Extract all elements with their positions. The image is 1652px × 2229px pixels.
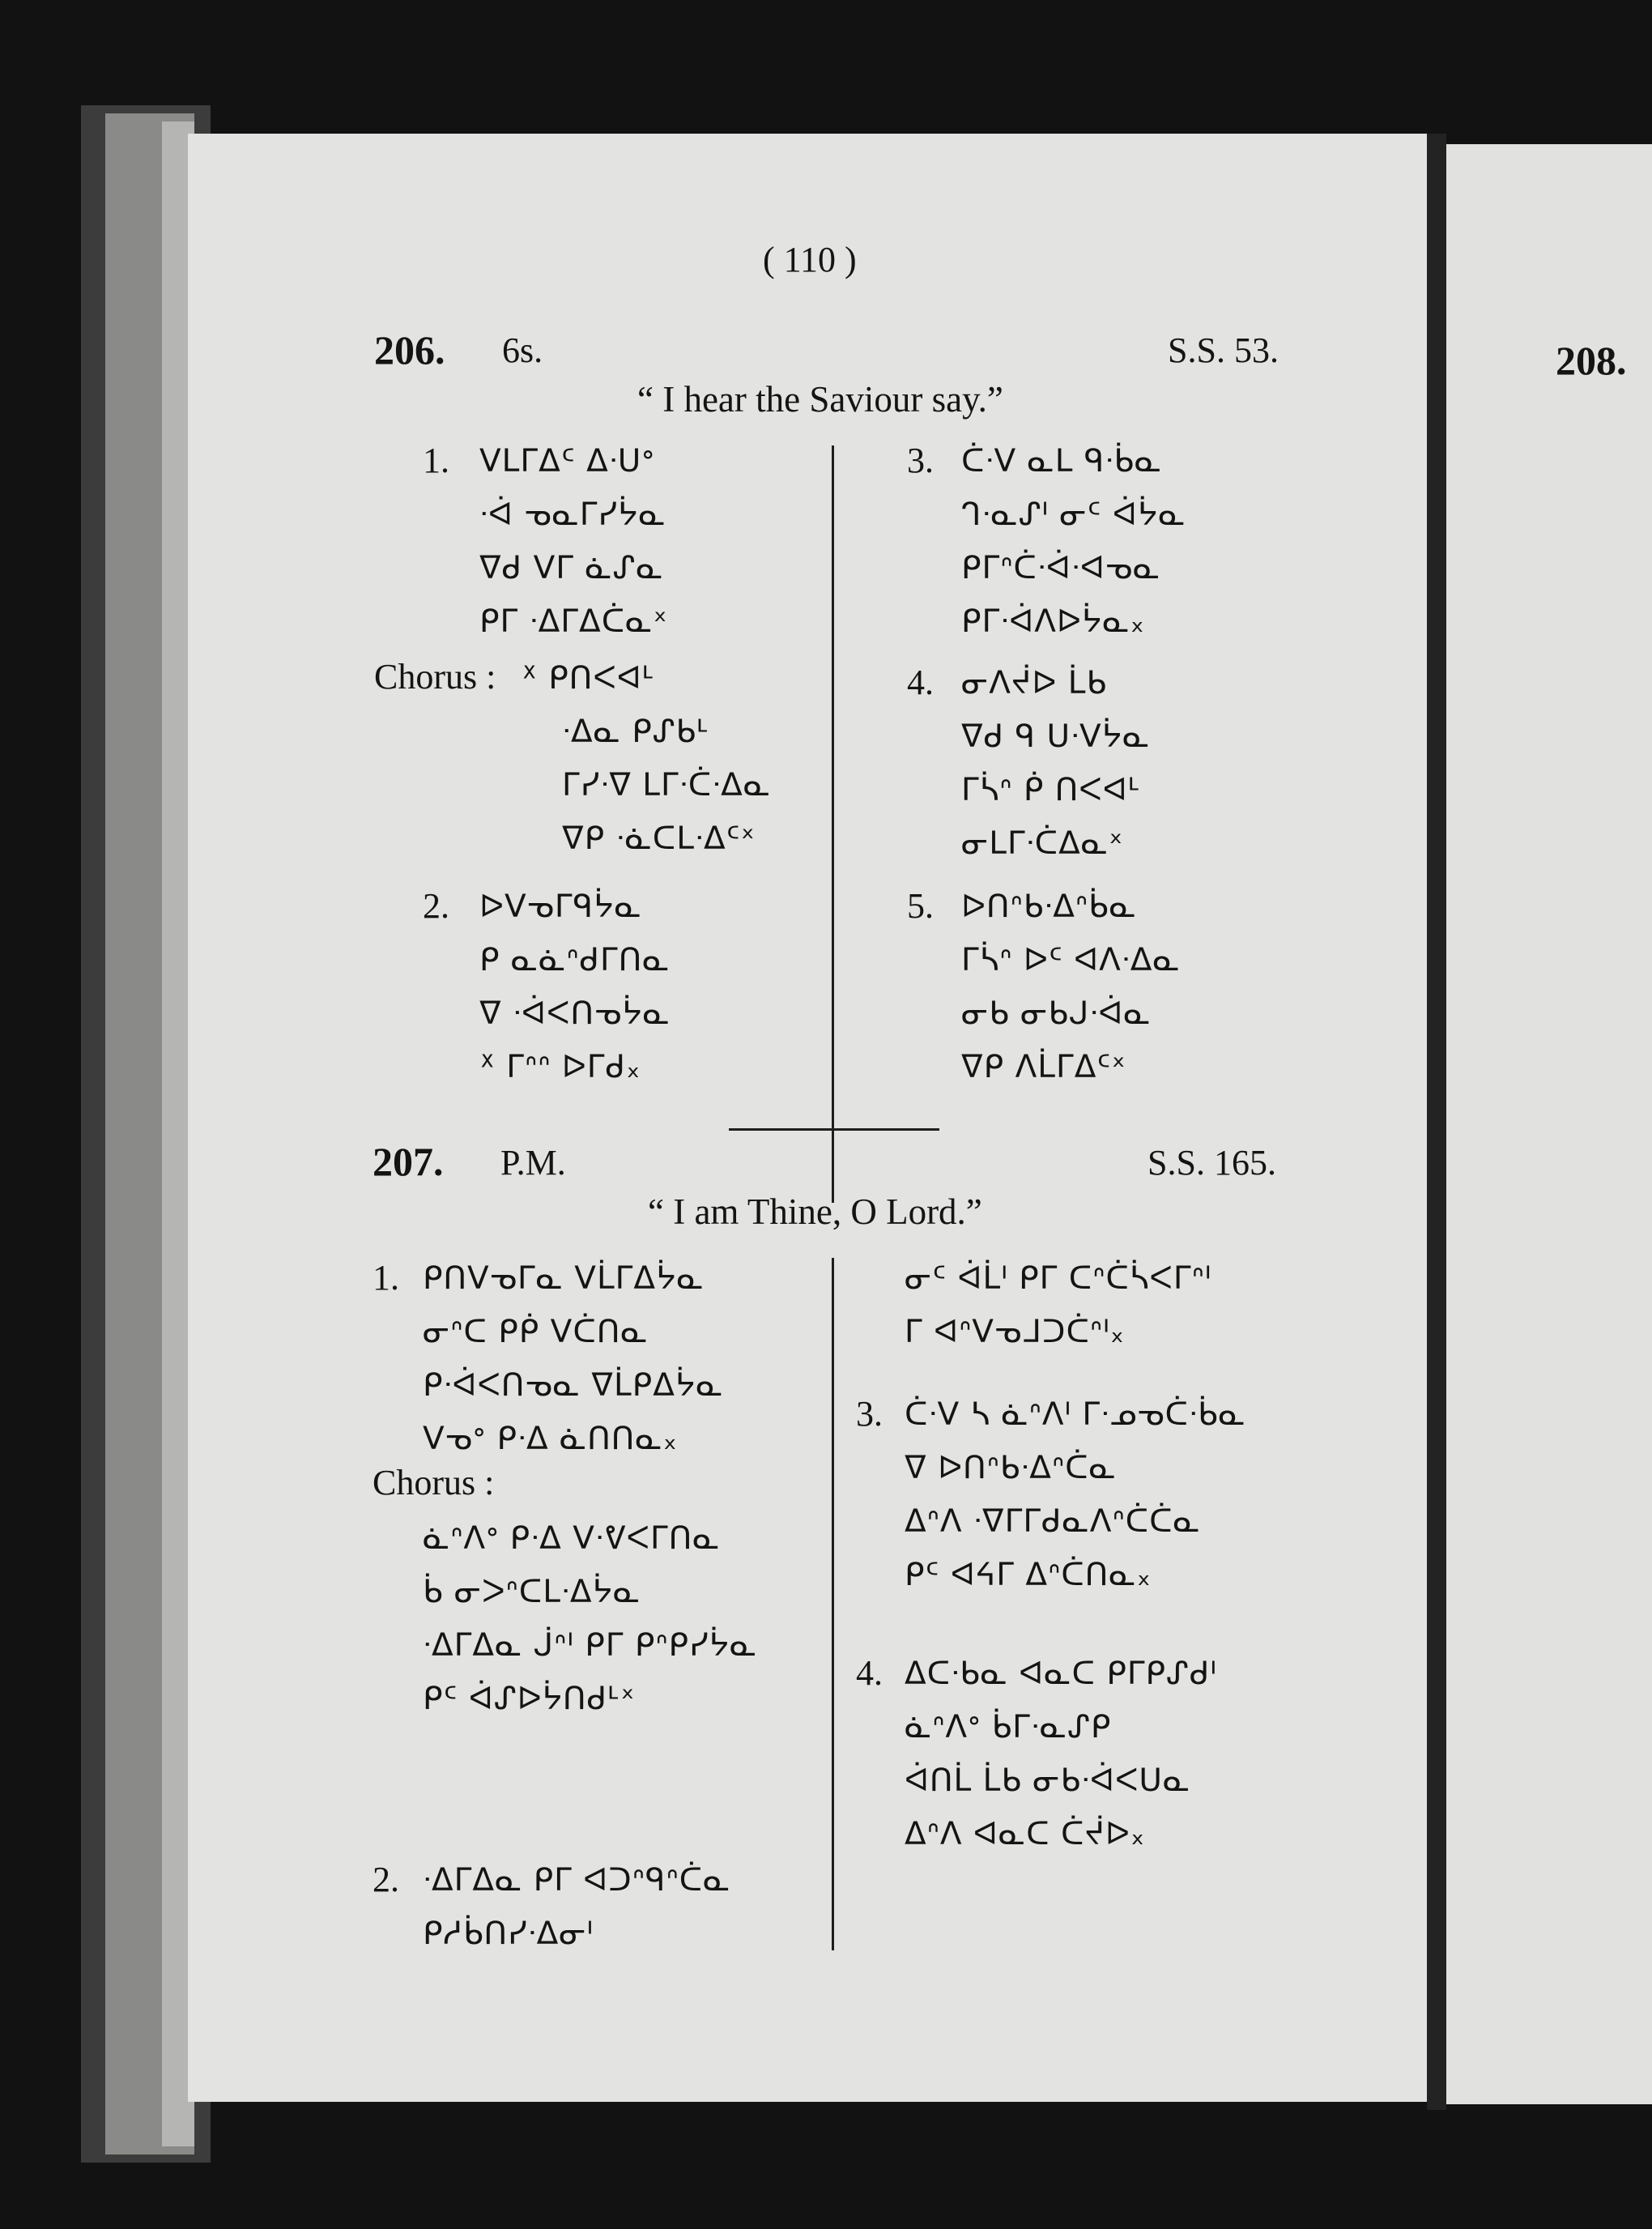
verse-line: ᐧᐃᓇ ᑭᔑᑲᒻ (562, 714, 710, 750)
book-page-left (188, 134, 1427, 2102)
hymn-207-verse-4 (905, 1647, 1217, 1861)
hymn-206-verse-3 (961, 435, 1186, 649)
column-divider (832, 1258, 834, 1950)
verse-number: 5. (907, 886, 934, 926)
verse-line: ᐧᐃᒥᐃᓇ ᑭᒥ ᐊᑐᐢᑫᐢᑖᓇ (423, 1862, 731, 1899)
hymn-207-verse-2 (423, 1854, 730, 1961)
verse-line: ᐁᑯ ᐯᒥ ᓈᔑᓇ (479, 550, 664, 586)
verse-line: ᕽ ᑭᑎᐸᐊᒻ (522, 660, 655, 697)
verse-number: 1. (423, 441, 449, 480)
verse-line: ᒥᓵᐢ ᑮ ᑎᐸᐊᒻ (961, 772, 1141, 808)
verse-number: 2. (423, 886, 449, 926)
hymn-207-chorus (423, 1512, 757, 1726)
verse-line: ᓂᑲ ᓂᑲᒍᐧᐋᓇ (961, 995, 1152, 1032)
verse-line: ᓂᒪᒥᐧᑖᐃᓇˣ (961, 825, 1124, 862)
verse-number: 3. (856, 1394, 883, 1434)
hymn-207-number: 207. (373, 1139, 444, 1184)
verse-line: ᒥᓯᐧᐁ ᒪᒥᐧᑖᐧᐃᓇ (562, 767, 772, 803)
verse-line: ᓂᑦ ᐋᒫᑊ ᑭᒥ ᑕᐢᑖᓵᐸᒥᐢᑊ (905, 1260, 1212, 1297)
verse-line: ᑭᑦ ᐋᔑᐅᔮᑎᑯᒻˣ (423, 1681, 636, 1717)
verse-line: ᒥᓵᐢ ᐅᑦ ᐊᐱᐧᐃᓇ (961, 942, 1181, 978)
chorus-label: Chorus : (373, 1463, 495, 1502)
verse-line: ᓂᐱᔫᐅ ᒫᑲ (961, 665, 1107, 701)
hymn-206-title: “ I hear the Saviour say.” (637, 379, 1003, 420)
verse-line: ᑭᑎᐯᓀᒥᓇ ᐯᒫᒥᐃᔮᓇ (423, 1260, 705, 1297)
verse-line: ᐧᐋ ᓀᓇᒥᓯᔮᓇ (479, 497, 666, 533)
hymn-206-ref: S.S. 53. (1168, 330, 1279, 370)
verse-line: ᐅᐯᓀᒥᑫᔮᓇ (479, 889, 642, 925)
gutter (1427, 134, 1446, 2110)
next-hymn-number: 208. (1556, 338, 1627, 383)
verse-line: ᐯᒪᒥᐃᑦ ᐃᐧᑌᐤ (479, 443, 655, 479)
verse-line: ᐁᑭ ᐧᓈᑕᒪᐧᐃᑦˣ (562, 820, 756, 857)
hymn-206-verse-4 (961, 657, 1150, 871)
verse-line: ᐁᑭ ᐱᒫᒥᐃᑦˣ (961, 1049, 1126, 1085)
hymn-207-meter: P.M. (500, 1143, 566, 1183)
hymn-206-verse-2 (479, 880, 671, 1094)
verse-line: ᐁ ᐅᑎᐢᑲᐧᐃᐢᑖᓇ (905, 1450, 1117, 1486)
verse-line: ᐃᑕᐧᑲᓇ ᐊᓇᑕ ᑭᒥᑭᔑᑯᑊ (905, 1656, 1217, 1692)
section-rule (729, 1128, 939, 1131)
hymn-207-title: “ I am Thine, O Lord.” (648, 1191, 982, 1232)
chorus-label: Chorus : (374, 657, 496, 697)
verse-line: ᓂᐢᑕ ᑭᑮ ᐯᑖᑎᓇ (423, 1314, 649, 1350)
verse-number: 3. (907, 441, 934, 480)
verse-line: ᑭᐧᐋᐸᑎᓀᓇ ᐁᒫᑭᐃᔮᓇ (423, 1367, 724, 1404)
verse-line: ᐃᐢᐱ ᐧᐁᒥᒥᑯᓇᐱᐢᑖᑖᓇ (905, 1503, 1201, 1540)
verse-line: ᐃᐢᐱ ᐊᓇᑕ ᑖᔫᐅₓ (905, 1816, 1146, 1852)
verse-line: ᐧᐃᒥᐃᓇ ᒎᐢᑊ ᑭᒥ ᑭᐢᑭᓯᔮᓇ (423, 1627, 758, 1664)
verse-line: ᑖᐧᐯ ᓴ ᓈᐢᐱᑊ ᒥᐧᓄᓀᑖᐧᑳᓇ (905, 1396, 1246, 1433)
hymn-207-verse-2-continued (905, 1252, 1211, 1359)
column-divider (832, 445, 834, 1203)
verse-line: ᑭᒥ ᐧᐃᒥᐃᑖᓇˣ (479, 603, 668, 640)
verse-line: ᒉᐧᓇᔑᑊ ᓂᑦ ᐋᔮᓇ (961, 497, 1186, 533)
hymn-207-verse-3 (905, 1388, 1246, 1602)
verse-line: ᑳ ᓂᐳᐢᑕᒪᐧᐃᔮᓇ (423, 1574, 641, 1610)
verse-line: ᕽ ᒥᐢᐢ ᐅᒥᑯₓ (479, 1049, 641, 1085)
verse-line: ᐁᑯ ᑫ ᑌᐧᐯᔮᓇ (961, 718, 1151, 755)
verse-line: ᑭᒥᐢᑖᐧᐋᐧᐊᓀᓇ (961, 550, 1161, 586)
verse-line: ᑭᒥᐧᐋᐱᐅᔮᓇₓ (961, 603, 1145, 640)
verse-number: 4. (907, 663, 934, 702)
hymn-207-ref: S.S. 165. (1147, 1143, 1276, 1183)
verse-number: 2. (373, 1860, 399, 1899)
verse-line: ᓈᐢᐱᐤ ᑭᐧᐃ ᐯᐧᕓᐸᒥᑎᓇ (423, 1520, 721, 1557)
verse-line: ᑭᓱᑳᑎᓯᐧᐃᓂᑊ (423, 1916, 594, 1952)
book-page-right (1446, 144, 1652, 2104)
verse-line: ᐋᑎᒫ ᒫᑲ ᓂᑲᐧᐋᐸᑌᓇ (905, 1762, 1191, 1799)
page-number: ( 110 ) (763, 240, 857, 279)
hymn-206-verse-1 (479, 435, 668, 649)
verse-line: ᓈᐢᐱᐤ ᑳᒥᐧᓇᔑᑭ (905, 1709, 1112, 1745)
hymn-206-verse-5 (961, 880, 1181, 1094)
verse-line: ᐯᓀᐤ ᑭᐧᐃ ᓈᑎᑎᓇₓ (423, 1421, 678, 1457)
verse-line: ᑖᐧᐯ ᓇᒪ ᑫᐧᑳᓇ (961, 443, 1163, 479)
verse-line: ᐅᑎᐢᑲᐧᐃᐢᑳᓇ (961, 889, 1137, 925)
hymn-206-chorus (522, 652, 771, 866)
hymn-206-number: 206. (374, 327, 445, 373)
hymn-206-meter: 6s. (502, 330, 543, 370)
verse-number: 4. (856, 1653, 883, 1693)
verse-line: ᒥ ᐊᐢᐯᓀᒧᑐᑖᐢᑊₓ (905, 1314, 1125, 1350)
hymn-207-verse-1 (423, 1252, 724, 1466)
verse-line: ᑭᑦ ᐊᔦᒥ ᐃᐢᑖᑎᓇₓ (905, 1557, 1152, 1593)
verse-line: ᑭ ᓇᓈᐢᑯᒥᑎᓇ (479, 942, 671, 978)
verse-line: ᐁ ᐧᐋᐸᑎᓀᔮᓇ (479, 995, 671, 1032)
verse-number: 1. (373, 1258, 399, 1298)
